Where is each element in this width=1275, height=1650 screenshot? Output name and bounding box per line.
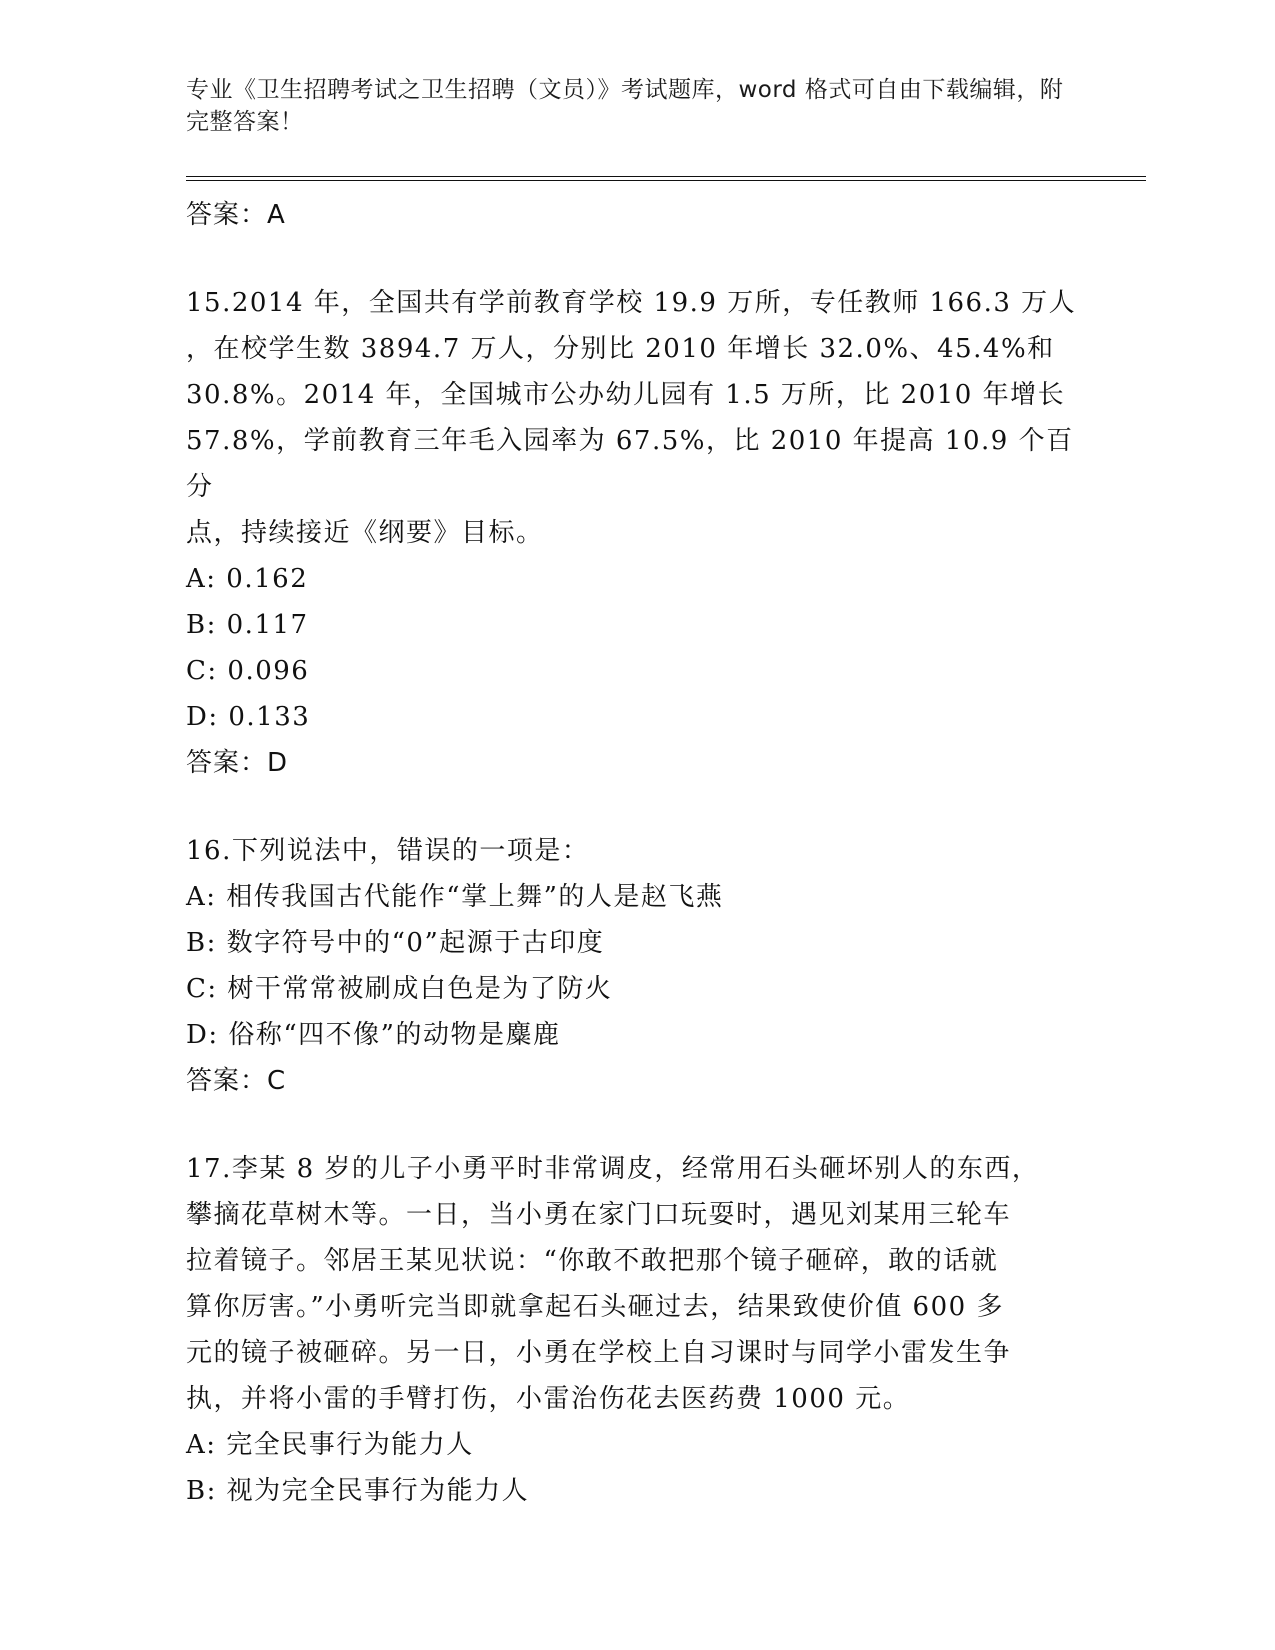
option-a: A: 相传我国古代能作“掌上舞”的人是赵飞燕 — [186, 882, 724, 912]
option-a: A: 0.162 — [186, 564, 309, 594]
question-15 — [186, 280, 1086, 786]
question-stem-line: 点，持续接近《纲要》目标。 — [186, 518, 544, 548]
question-stem-line: 17.李某 8 岁的儿子小勇平时非常调皮，经常用石头砸坏别人的东西， — [186, 1154, 1040, 1184]
question-stem-line: 拉着镜子。邻居王某见状说：“你敢不敢把那个镜子砸碎，敢的话就 — [186, 1246, 999, 1276]
question-stem-line: 算你厉害。”小勇听完当即就拿起石头砸过去，结果致使价值 600 多 — [186, 1292, 1004, 1322]
question-stem-line: 元的镜子被砸碎。另一日，小勇在学校上自习课时与同学小雷发生争 — [186, 1338, 1012, 1368]
answer-line: 答案：A — [186, 200, 286, 230]
question-stem-line: 攀摘花草树木等。一日，当小勇在家门口玩耍时，遇见刘某用三轮车 — [186, 1200, 1012, 1230]
answer-line: 答案：C — [186, 1066, 287, 1096]
header-divider — [186, 176, 1146, 181]
question-stem-line: 57.8%，学前教育三年毛入园率为 67.5%，比 2010 年提高 10.9 个百分 — [186, 426, 1074, 502]
option-c: C: 树干常常被刷成白色是为了防火 — [186, 974, 613, 1004]
question-stem-line: 执，并将小雷的手臂打伤，小雷治伤花去医药费 1000 元。 — [186, 1384, 911, 1414]
question-stem-line: 16.下列说法中，错误的一项是： — [186, 836, 590, 866]
question-stem-line: 15.2014 年，全国共有学前教育学校 19.9 万所，专任教师 166.3 万人 — [186, 288, 1077, 318]
question-stem-line: ，在校学生数 3894.7 万人，分别比 2010 年增长 32.0%、45.4%和 — [186, 334, 1055, 364]
page-header-title: 专业《卫生招聘考试之卫生招聘（文员）》考试题库，word 格式可自由下载编辑，附完整答案！ — [186, 77, 1064, 135]
option-d: D: 0.133 — [186, 702, 311, 732]
option-c: C: 0.096 — [186, 656, 310, 686]
question-17 — [186, 1146, 1086, 1514]
option-a: A: 完全民事行为能力人 — [186, 1430, 474, 1460]
question-list — [186, 192, 1086, 1514]
option-b: B: 数字符号中的“0”起源于古印度 — [186, 928, 605, 958]
answer-line: 答案：D — [186, 748, 289, 778]
question-16 — [186, 828, 1086, 1104]
option-b: B: 0.117 — [186, 610, 309, 640]
option-d: D: 俗称“四不像”的动物是麋鹿 — [186, 1020, 561, 1050]
option-b: B: 视为完全民事行为能力人 — [186, 1476, 530, 1506]
question-stem-line: 30.8%。2014 年，全国城市公办幼儿园有 1.5 万所，比 2010 年增长 — [186, 380, 1066, 410]
